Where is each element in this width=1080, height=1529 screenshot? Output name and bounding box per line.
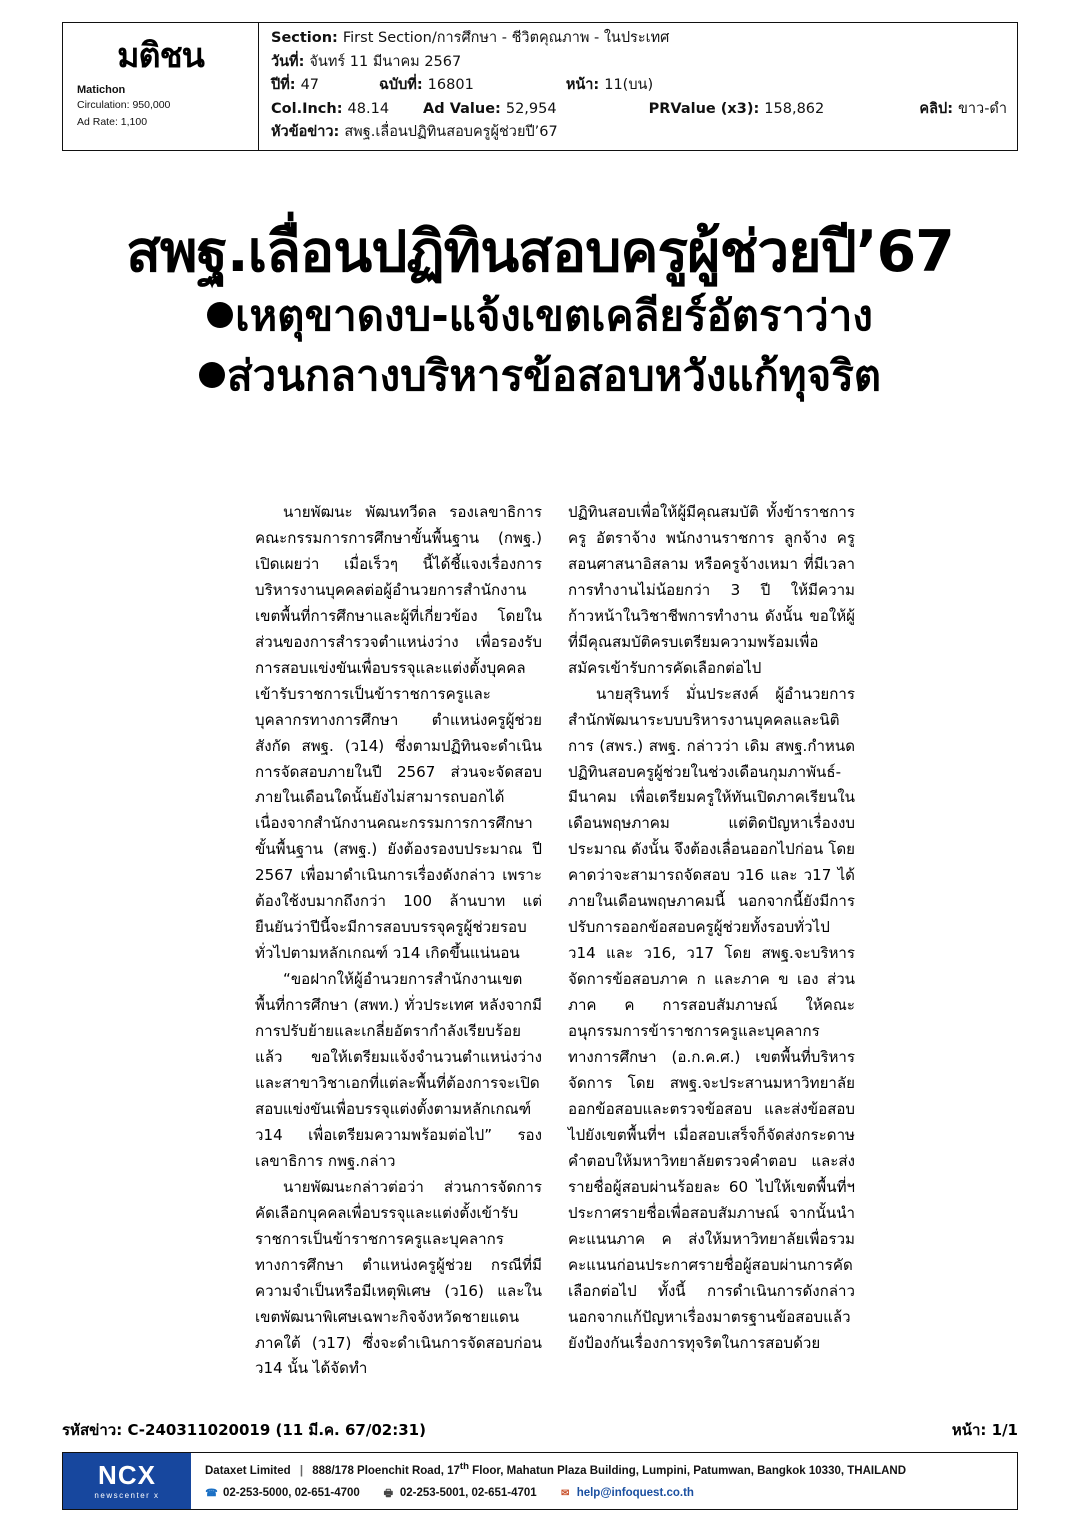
footer-code-line [62,1418,1018,1442]
article-subhead-1-wrap [60,286,1020,347]
year-label: ปีที่: [271,77,296,93]
footer-phone-value: 02-253-5000, 02-651-4700 [223,1486,360,1499]
issue-value: 16801 [427,77,474,93]
colinch-label: Col.Inch: [271,100,343,117]
prvalue-label: PRValue (x3): [648,100,760,117]
date-row [271,55,1007,70]
headline-row [271,125,1007,140]
publication-circulation: Circulation: 950,000 [77,99,171,112]
article-column-right [568,500,855,1382]
clipping-header [62,22,1018,151]
paragraph: นายสุรินทร์ มั่นประสงค์ ผู้อำนวยการสำนักพัฒนาระบบบริหารงานบุคคลและนิติการ (สพร.) สพฐ. กล่าวว่า เดิม สพฐ.กำหนดปฏิทินสอบครูผู้ช่วยในช่วงเดือนกุมภาพันธ์-มีนาคม เพื่อเตรียมครูให้ทันเปิดภาคเรียนในเดือนพฤษภาคม แต่ติดปัญหาเรื่องงบประมาณ ดังนั้น จึงต้องเลื่อนออกไปก่อน โดยคาดว่าจะสามารถจัดสอบ ว16 และ ว17 ได้ภายในเดือนพฤษภาคมนี้ นอกจากนี้ยังมีการปรับการออกข้อสอบครูผู้ช่วยทั้งรอบทั่วไป ว14 และ ว16, ว17 โดย สพฐ.จะบริหารจัดการข้อสอบภาค ก และภาค ข เอง ส่วนภาค ค การสอบสัมภาษณ์ ให้คณะอนุกรรมการข้าราชการครูและบุคลากรทางการศึกษา (อ.ก.ค.ศ.) เขตพื้นที่บริหารจัดการ โดย สพฐ.จะประสานมหาวิทยาลัยออกข้อสอบและตรวจข้อสอบ และส่งข้อสอบไปยังเขตพื้นที่ฯ เมื่อสอบเสร็จก็จัดส่งกระดาษคำตอบให้มหาวิทยาลัยตรวจคำตอบ และส่งรายชื่อผู้สอบผ่านร้อยละ 60 ไปให้เขตพื้นที่ฯ ประกาศรายชื่อเพื่อสอบสัมภาษณ์ จากนั้นนำคะแนนภาค ค ส่งให้มหาวิทยาลัยเพื่อรวมคะแนนก่อนประกาศรายชื่อผู้สอบผ่านการคัดเลือกต่อไป ทั้งนี้ การดำเนินการดังกล่าวนอกจากแก้ปัญหาเรื่องมาตรฐานข้อสอบแล้ว ยังป้องกันเรื่องการทุจริตในการสอบด้วย [568,684,855,1352]
news-code-label: รหัสข่าว: [62,1421,123,1439]
footer-address-part1: 888/178 Ploenchit Road, 17 [312,1464,460,1477]
value-row [271,102,1007,117]
headline-label: หัวข้อข่าว: [271,124,340,140]
footer-phone [205,1484,360,1503]
advalue-value: 52,954 [505,100,557,117]
footer-company-name: Dataxet Limited [205,1464,291,1477]
paragraph: “ขอฝากให้ผู้อำนวยการสำนักงานเขตพื้นที่การศึกษา (สพท.) ทั่วประเทศ หลังจากมีการปรับย้ายและเกลี่ยอัตรากำลังเรียบร้อยแล้ว ขอให้เตรียมแจ้งจำนวนตำแหน่งว่างและสาขาวิชาเอกที่แต่ละพื้นที่ต้องการจะเปิดสอบแข่งขันเพื่อบรรจุแต่งตั้งตามหลักเกณฑ์ ว14 เพื่อเตรียมความพร้อมต่อไป” รองเลขาธิการ กพฐ.กล่าว [255,970,542,1170]
footer-email[interactable] [559,1484,694,1503]
headline-value: สพฐ.เลื่อนปฏิทินสอบครูผู้ช่วยปี’67 [344,124,558,140]
clipping-info-cell [259,23,1017,150]
section-value: First Section/การศึกษา - ชีวิตคุณภาพ - ในประเทศ [342,30,670,46]
news-code [62,1418,426,1442]
publication-ad-rate: Ad Rate: 1,100 [77,116,148,129]
article-column-left [255,500,542,1382]
bullet-dot-icon [199,362,225,388]
footer-page-label: หน้า: [951,1421,987,1439]
footer-address-line [205,1459,1017,1481]
envelope-icon: ✉ [560,1487,570,1499]
footer-fax [382,1484,537,1503]
publication-logo-english: Matichon [77,84,126,97]
fax-icon: 🖶 [383,1487,394,1499]
issue-row [271,78,1007,93]
date-value: จันทร์ 11 มีนาคม 2567 [309,53,462,70]
footer-address-part2: Floor, Mahatun Plaza Building, Lumpini, Patumwan, Bangkok 10330, THAILAND [468,1464,907,1477]
footer-email-value[interactable]: help@infoquest.co.th [576,1486,694,1499]
page-number-label: หน้า: [565,77,600,93]
clip-color-value: ขาว-ดำ [958,100,1007,117]
paragraph: นายพัฒนะกล่าวต่อว่า ส่วนการจัดการคัดเลือกบุคคลเพื่อบรรจุและแต่งตั้งเข้ารับราชการเป็นข้าราชการครูและบุคลากรทางการศึกษา ตำแหน่งครูผู้ช่วย กรณีที่มีความจำเป็นหรือมีเหตุพิเศษ (ว16) และในเขตพัฒนาพิเศษเฉพาะกิจจังหวัดชายแดนภาคใต้ (ว17) ซึ่งจะดำเนินการจัดสอบก่อน ว14 นั้น ได้จัดทำ [255,1177,542,1378]
footer-contact-box [62,1452,1018,1510]
footer-contact-line [205,1484,1017,1503]
phone-icon: ☎ [205,1487,218,1499]
ncx-logo [63,1453,191,1509]
clip-color-label: คลิป: [919,100,953,117]
article-subhead-2-wrap [60,346,1020,407]
footer-contact-details [191,1459,1017,1503]
article-body [255,500,855,1382]
date-label: วันที่: [271,53,305,70]
paragraph: นายพัฒนะ พัฒนทวีดล รองเลขาธิการคณะกรรมการการศึกษาขั้นพื้นฐาน (กพฐ.) เปิดเผยว่า เมื่อเร็วๆ นี้ได้ชี้แจงเรื่องการบริหารงานบุคคลต่อผู้อำนวยการสำนักงานเขตพื้นที่การศึกษาและผู้ที่เกี่ยวข้อง โดยในส่วนของการสำรวจตำแหน่งว่าง เพื่อรองรับการสอบแข่งขันเพื่อบรรจุและแต่งตั้งบุคคลเข้ารับราชการเป็นข้าราชการครูและบุคลากรทางการศึกษา ตำแหน่งครูผู้ช่วย สังกัด สพฐ. (ว14) ซึ่งตามปฏิทินจะดำเนินการจัดสอบภายในปี 2567 ส่วนจะจัดสอบภายในเดือนใดนั้นยังไม่สามารถบอกได้ เนื่องจากสำนักงานคณะกรรมการการศึกษาขั้นพื้นฐาน (สพฐ.) ยังต้องรองบประมาณ ปี 2567 เพื่อมาดำเนินการเรื่องดังกล่าว เพราะต้องใช้งบมากถึงกว่า 100 ล้านบาท แต่ยืนยันว่าปีนี้จะมีการสอบบรรจุครูผู้ช่วยรอบทั่วไปตามหลักเกณฑ์ ว14 เกิดขึ้นแน่นอน [255,503,542,963]
ncx-logo-sub: newscenter x [94,1491,160,1500]
section-label: Section: [271,30,338,46]
footer-page [952,1418,1018,1442]
publication-logo-cell [63,23,259,150]
prvalue-value: 158,862 [764,100,825,117]
ncx-logo-main: NCX [98,1460,156,1490]
section-row [271,31,1007,46]
footer-divider: | [299,1464,304,1477]
footer-address-sup: th [459,1461,469,1473]
article-subhead-2: ส่วนกลางบริหารข้อสอบหวังแก้ทุจริต [226,351,882,401]
article-headline-block [60,220,1020,407]
bullet-dot-icon [207,302,233,328]
year-value: 47 [300,77,320,93]
paragraph: ปฏิทินสอบเพื่อให้ผู้มีคุณสมบัติ ทั้งข้าราชการครู อัตราจ้าง พนักงานราชการ ลูกจ้าง ครูสอนศาสนาอิสลาม หรือครูจ้างเหมา ที่มีเวลาการทำงานไม่น้อยกว่า 3 ปี ให้มีความก้าวหน้าในวิชาชีพการทำงาน ดังนั้น ขอให้ผู้ที่มีคุณสมบัติครบเตรียมความพร้อมเพื่อสมัครเข้ารับการคัดเลือกต่อไป [568,503,855,677]
issue-label: ฉบับที่: [379,77,423,93]
footer-page-value: 1/1 [991,1421,1018,1439]
article-headline: สพฐ.เลื่อนปฏิทินสอบครูผู้ช่วยปี’67 [126,219,954,285]
publication-logo-thai: มติชน [117,36,204,76]
advalue-label: Ad Value: [423,100,501,117]
colinch-value: 48.14 [347,100,390,117]
news-code-value: C-240311020019 (11 มี.ค. 67/02:31) [127,1421,426,1439]
article-subhead-1: เหตุขาดงบ-แจ้งเขตเคลียร์อัตราว่าง [235,290,873,340]
footer-fax-value: 02-253-5001, 02-651-4701 [399,1486,537,1499]
page-number-value: 11(บน) [604,77,654,93]
